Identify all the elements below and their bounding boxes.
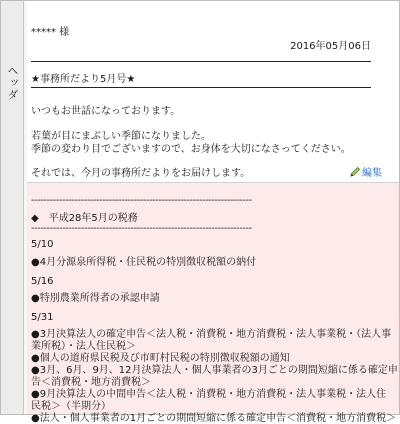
greeting-line: 季節の変わり目でございますので、お身体を大切になさってください。: [31, 144, 351, 155]
dash-rule: -----------------------------------------------------------------------: [31, 223, 252, 234]
newsletter-title: ★事務所だより5月号★: [31, 74, 136, 85]
schedule-item: 業所税）・法人住民税＞: [31, 341, 136, 352]
rule-top: [31, 61, 371, 62]
greeting-line: いつもお世話になっております。: [31, 106, 181, 117]
header-section: [27, 1, 399, 183]
body-section: [27, 183, 399, 424]
schedule-item: 民税＞（半期分）: [31, 401, 111, 412]
edit-label: 編集: [362, 168, 382, 179]
schedule-item: ●特別農業所得者の承認申請: [31, 293, 160, 304]
schedule-item: ●法人・個人事業者の1月ごとの期間短縮に係る確定申告＜消費税・地方消費税＞: [31, 413, 397, 424]
pencil-icon: [349, 166, 361, 178]
schedule-item: ●3月決算法人の確定申告＜法人税・消費税・地方消費税・法人事業税・（法人事: [31, 329, 392, 340]
recipient-name: ***** 様: [31, 27, 70, 38]
greeting-line: 若葉が目にまぶしい季節になりました。: [31, 131, 211, 142]
issue-date: 2016年05月06日: [290, 41, 371, 52]
rule-bottom: [31, 87, 371, 88]
greeting-line: それでは、今月の事務所だよりをお届けします。: [31, 168, 251, 179]
dash-rule: -----------------------------------------------------------------------: [31, 195, 252, 206]
edit-link[interactable]: [349, 164, 382, 179]
schedule-item: ●個人の道府県民税及び市町村民税の特別徴収税額の通知: [31, 353, 290, 364]
schedule-item: 告＜消費税・地方消費税＞: [31, 377, 151, 388]
schedule-item: ●9月決算法人の中間申告＜法人税・消費税・地方消費税・法人事業税・法人住: [31, 389, 387, 400]
header-side-tab[interactable]: [1, 1, 24, 414]
schedule-item: ●4月分源泉所得税・住民税の特別徴収税額の納付: [31, 257, 257, 268]
schedule-date: 5/31: [31, 312, 54, 323]
schedule-item: ●3月、6月、9月、12月決算法人・個人事業者の3月ごとの期間短縮に係る確定申: [31, 365, 398, 376]
side-tab-label: ヘッダ: [6, 65, 19, 101]
schedule-date: 5/16: [31, 276, 54, 287]
section-heading: ◆ 平成28年5月の税務: [31, 213, 138, 224]
schedule-date: 5/10: [31, 239, 54, 250]
